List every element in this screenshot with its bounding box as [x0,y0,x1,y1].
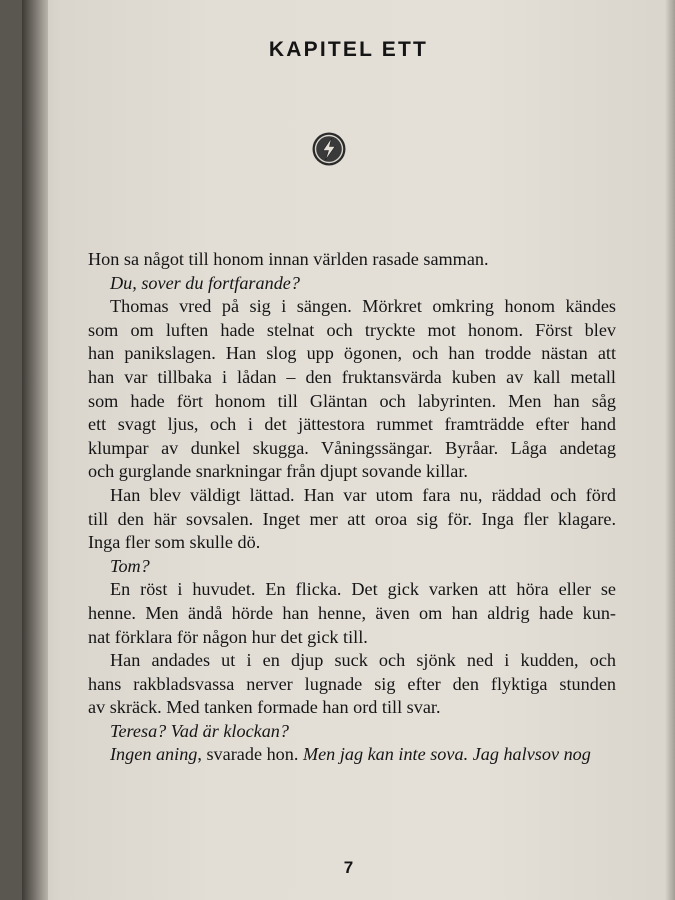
text-line: Han andades ut i en djup suck och sjönk ned i kudden, och [110,650,616,671]
text-line: Hon sa något till honom innan världen rasade samman. [88,249,489,269]
lightning-emblem-icon [310,130,348,168]
text-line: Tom? [110,555,150,576]
text-line: Thomas vred på sig i sängen. Mörkret omkring honom kändes [110,296,616,317]
text-line: henne. Men ändå hörde han henne, även om han aldrig hade kun- [88,602,616,623]
text-line: och gurglande snarkningar från djupt sovande killar. [88,461,468,482]
text-line: ett svagt ljus, och i det jättestora rummet framträdde efter hand [88,414,616,435]
text-line: Teresa? Vad är klockan? [110,720,289,741]
roman-fragment: , svarade hon. [197,744,303,765]
book-spine-shadow [22,0,48,900]
text-line: Han blev väldigt lättad. Han var utom fara nu, räddad och förd [110,484,616,505]
body-text [88,248,616,767]
book-page [22,0,675,900]
italic-fragment: Men jag kan inte sova. Jag halvsov nog [302,744,591,765]
text-line: En röst i huvudet. En flicka. Det gick varken att höra eller se [110,579,616,600]
text-line: Du, sover du fortfarande? [110,272,300,293]
page-number: 7 [343,858,354,877]
text-line: hans rakbladsvassa nerver lugnade sig efter den flyktiga stunden [88,673,616,694]
text-line: Inga fler som skulle dö. [88,532,261,553]
italic-fragment: Ingen aning [110,744,198,765]
text-line: av skräck. Med tanken formade han ord till svar. [88,697,441,718]
text-line: som om luften hade stelnat och tryckte mot honom. Först blev [88,319,616,340]
text-line: han panikslagen. Han slog upp ögonen, och han trodde nästan att [88,343,616,364]
text-line-mixed [88,743,616,767]
text-line: till den här sovsalen. Inget mer att oroa sig för. Inga fler klagare. [88,508,616,529]
page-edge-shadow [665,0,675,900]
chapter-title: KAPITEL ETT [268,38,429,61]
text-line: nat förklara för någon hur det gick till. [88,626,368,647]
text-line: han var tillbaka i lådan – den fruktansvärda kuben av kall metall [88,366,616,387]
text-line: som hade fört honom till Gläntan och labyrinten. Men han såg [88,390,616,411]
text-line: klumpar av dunkel skugga. Våningssängar. Byråar. Låga andetag [88,437,616,458]
